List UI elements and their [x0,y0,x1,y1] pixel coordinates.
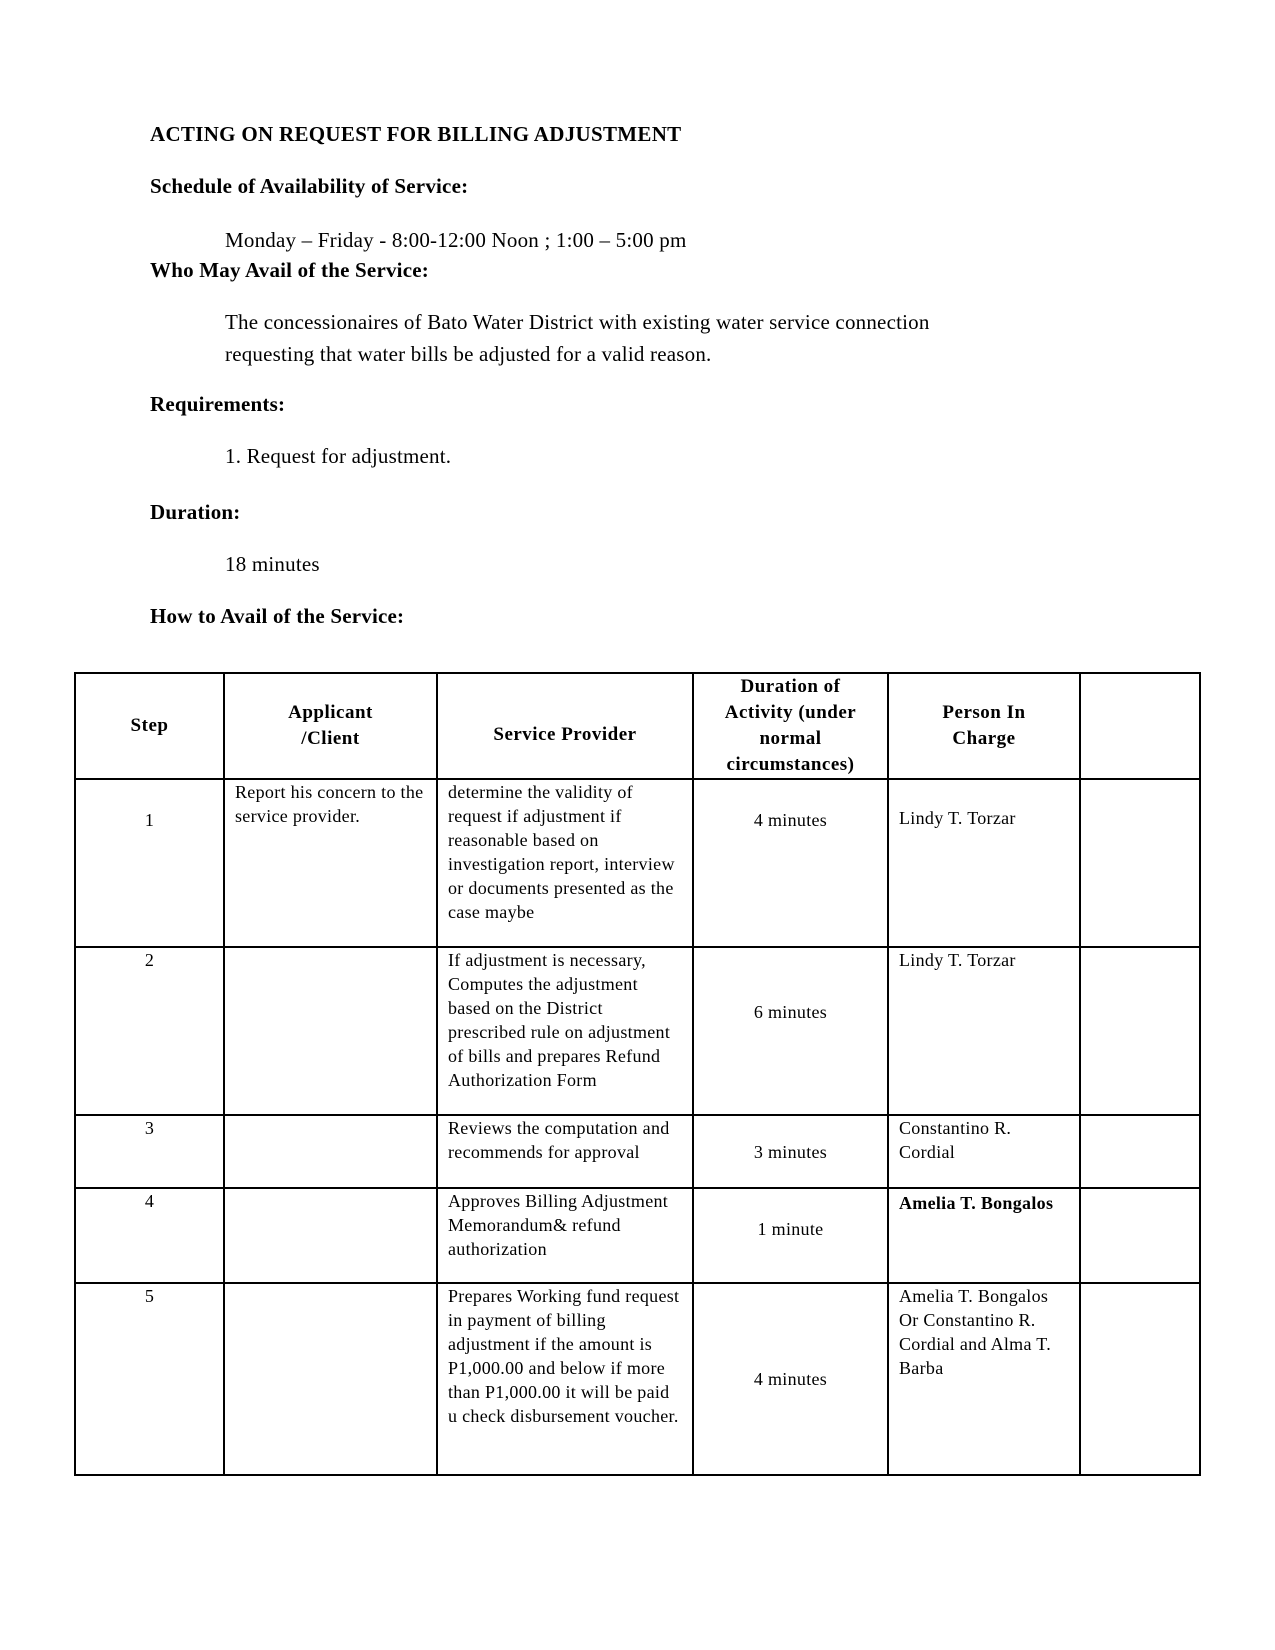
row-client: Report his concern to the service provider. [224,779,437,947]
row-person: Amelia T. Bongalos Or Constantino R. Cordial and Alma T. Barba [888,1283,1080,1475]
row-step: 1 [75,779,224,947]
row-provider: Reviews the computation and recommends for approval [437,1115,693,1188]
duration-heading: Duration: [150,500,241,524]
header-step: Step [75,673,224,779]
steps-table [74,672,1201,1476]
header-client-line2: /Client [301,728,360,749]
schedule-heading: Schedule of Availability of Service: [150,174,469,198]
duration-value: 18 minutes [225,552,320,576]
row-person: Amelia T. Bongalos [888,1188,1080,1283]
who-text-line1: The concessionaires of Bato Water District with existing water service connection [225,310,930,334]
how-heading: How to Avail of the Service: [150,604,405,628]
row-provider: Approves Billing Adjustment Memorandum& refund authorization [437,1188,693,1283]
row-provider: Prepares Working fund request in payment of billing adjustment if the amount is P1,000.00 and below if more than P1,000.00 it will be paid u check disbursement voucher. [437,1283,693,1475]
row-provider: determine the validity of request if adjustment if reasonable based on investigation report, interview or documents presented as the case maybe [437,779,693,947]
who-heading: Who May Avail of the Service: [150,258,429,282]
row-extra [1080,947,1200,1115]
header-person-line2: Charge [952,728,1016,749]
table-header-row [75,673,1200,779]
row-person: Constantino R. Cordial [888,1115,1080,1188]
requirements-heading: Requirements: [150,392,286,416]
row-person: Lindy T. Torzar [888,779,1080,947]
requirements-item: 1. Request for adjustment. [225,444,452,468]
row-duration: 3 minutes [693,1115,888,1188]
header-duration-line1: Duration of [740,676,841,697]
header-client [224,673,437,779]
table-row [75,947,1200,1115]
header-duration [693,673,888,779]
row-client [224,1115,437,1188]
header-provider: Service Provider [437,673,693,779]
row-duration: 6 minutes [693,947,888,1115]
row-provider: If adjustment is necessary, Computes the adjustment based on the District prescribed rule on adjustment of bills and prepares Refund Authorization Form [437,947,693,1115]
row-step: 4 [75,1188,224,1283]
row-extra [1080,779,1200,947]
row-duration: 4 minutes [693,1283,888,1475]
row-person: Lindy T. Torzar [888,947,1080,1115]
table-row [75,1188,1200,1283]
table-row [75,1115,1200,1188]
header-person-line1: Person In [942,702,1026,723]
row-extra [1080,1188,1200,1283]
row-duration: 4 minutes [693,779,888,947]
header-person [888,673,1080,779]
row-client [224,947,437,1115]
document-title: ACTING ON REQUEST FOR BILLING ADJUSTMENT [150,122,682,146]
header-extra [1080,673,1200,779]
header-client-line1: Applicant [288,702,373,723]
schedule-text: Monday – Friday - 8:00-12:00 Noon ; 1:00 – 5:00 pm [225,228,687,252]
row-duration: 1 minute [693,1188,888,1283]
row-step: 2 [75,947,224,1115]
header-duration-line4: circumstances) [726,754,855,775]
row-step: 3 [75,1115,224,1188]
table-row [75,779,1200,947]
row-extra [1080,1283,1200,1475]
row-client [224,1188,437,1283]
who-text [225,306,930,370]
row-step: 5 [75,1283,224,1475]
row-client [224,1283,437,1475]
table-row [75,1283,1200,1475]
header-duration-line3: normal [759,728,822,749]
who-text-line2: requesting that water bills be adjusted for a valid reason. [225,342,712,366]
header-duration-line2: Activity (under [724,702,857,723]
row-extra [1080,1115,1200,1188]
